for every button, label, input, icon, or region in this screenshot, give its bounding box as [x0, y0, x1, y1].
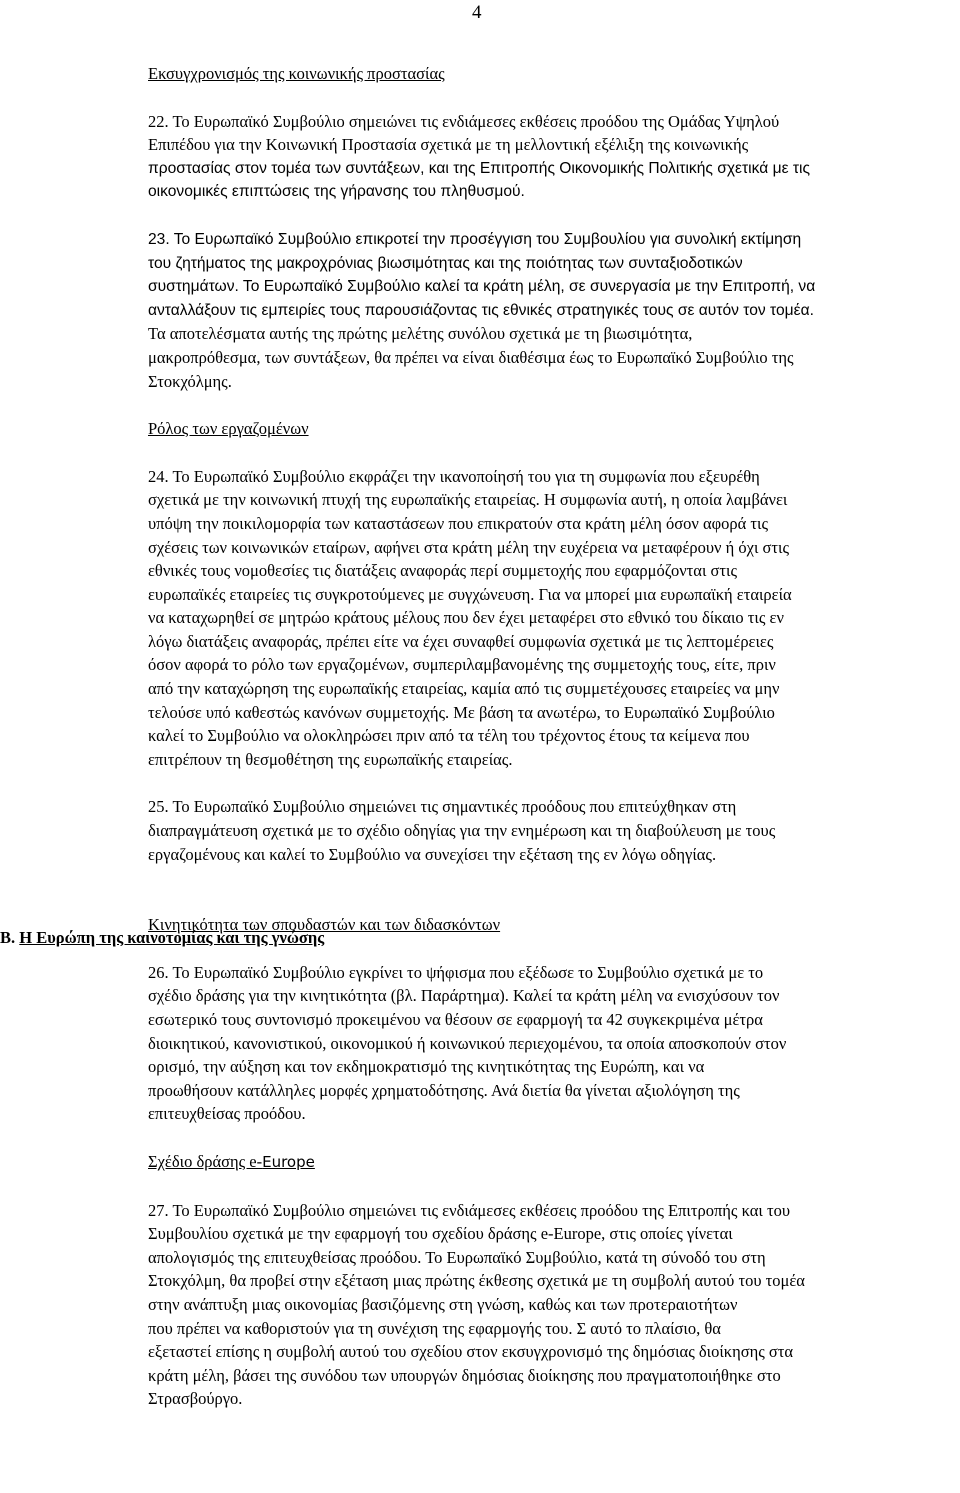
paragraph-line: 22. Το Ευρωπαϊκό Συμβούλιο σημειώνει τις ενδιάμεσες εκθέσεις προόδου της Ομάδας Υψηλού — [148, 111, 780, 131]
paragraph-22 — [148, 110, 948, 204]
paragraph-line: λόγω διατάξεις αναφοράς, πρέπει είτε να έχει συναφθεί συμφωνία σχετικά με τις λεπτομέρειες — [148, 631, 774, 651]
section-b-title: Η Ευρώπη της καινοτομίας και της γνώσης — [19, 928, 325, 947]
paragraph-line: υπόψη την ποικιλομορφία των καταστάσεων που επικρατούν στα κράτη μέλη όσον αφορά τις — [148, 513, 769, 533]
paragraph-line: διοικητικού, κανονιστικού, οικονομικού ή κοινωνικού περιεχομένου, τα οποία αποσκοπούν στον — [148, 1033, 787, 1053]
paragraph-line: προωθήσουν κατάλληλες μορφές χρηματοδότησης. Ανά διετία θα γίνεται αξιολόγηση της — [148, 1080, 740, 1100]
heading-eeurope-prefix: Σχέδιο δράσης e- — [148, 1151, 263, 1171]
paragraph-24 — [148, 465, 948, 772]
paragraph-line: σχέσεις των κοινωνικών εταίρων, αφήνει στα κράτη μέλη την ευχέρεια να μεταφέρουν ή όχι στις — [148, 537, 790, 557]
paragraph-line: διαπραγμάτευση σχετικά με το σχέδιο οδηγίας για την ενημέρωση και τη διαβούλευση με τους — [148, 821, 776, 841]
paragraph-27 — [148, 1199, 948, 1411]
paragraph-23 — [148, 228, 948, 393]
document-body — [148, 62, 948, 1411]
paragraph-line: εργαζομένους και καλεί το Συμβούλιο να συνεχίσει την εξέταση της εν λόγω οδηγίας. — [148, 844, 717, 864]
paragraph-line: εσωτερικό τους συντονισμό προκειμένου να θέσουν σε εφαρμογή τα 42 συγκεκριμένα μέτρα — [148, 1010, 763, 1029]
paragraph-line: Στοκχόλμη, θα προβεί στην εξέταση μιας πρώτης έκθεσης σχετικά με τη συμβολή αυτού του τομέα — [148, 1271, 805, 1291]
paragraph-line: στην ανάπτυξη μιας οικονομίας βασιζόμενης στη γνώση, καθώς και των προτεραιοτήτων — [148, 1294, 738, 1314]
paragraph-line: όσον αφορά το ρόλο των εργαζομένων, συμπεριλαμβανομένης της συμμετοχής τους, είτε, πριν — [148, 655, 776, 675]
paragraph-line: κράτη μέλη, βάσει της συνόδου των υπουργών δημόσιας διοίκησης που πραγματοποιήθηκε στο — [148, 1365, 781, 1385]
paragraph-26 — [148, 961, 948, 1126]
paragraph-line: Τα αποτελέσματα αυτής της πρώτης μελέτης συνόλου σχετικά με τη βιωσιμότητα, — [148, 324, 693, 344]
paragraph-line: από την καταχώρηση της ευρωπαϊκής εταιρείας, καμία από τις συμμετέχουσες εταιρείες να μην — [148, 679, 780, 699]
paragraph-line: ορισμό, την αύξηση και τον εκδημοκρατισμό της κινητικότητας της Ευρώπη, και να — [148, 1057, 705, 1077]
paragraph-line: οικονομικές επιπτώσεις της γήρανσης του πληθυσμού. — [148, 183, 525, 201]
paragraph-line: 23. Το Ευρωπαϊκό Συμβούλιο επικροτεί την προσέγγιση του Συμβουλίου για συνολική εκτίμηση — [148, 230, 802, 248]
paragraph-line: καλεί το Συμβούλιο να ολοκληρώσει πριν από τα τέλη του τρέχοντος έτους τα κείμενα που — [148, 726, 750, 746]
paragraph-line: 27. Το Ευρωπαϊκό Συμβούλιο σημειώνει τις ενδιάμεσες εκθέσεις προόδου της Επιτροπής και του — [148, 1200, 790, 1220]
paragraph-line: Στοκχόλμης. — [148, 371, 232, 391]
paragraph-line: σχέδιο δράσης για την κινητικότητα (βλ. Παράρτημα). Καλεί τα κράτη μέλη να ενισχύσουν τον — [148, 986, 780, 1006]
heading-mobility: Κινητικότητα των σπουδαστών και των διδασκόντων — [148, 915, 501, 935]
paragraph-line: 24. Το Ευρωπαϊκό Συμβούλιο εκφράζει την ικανοποίησή του για τη συμφωνία που εξευρέθη — [148, 466, 760, 486]
heading-eeurope-suffix: Europe — [262, 1152, 315, 1171]
paragraph-line: απολογισμός της επιτευχθείσας προόδου. Το Ευρωπαϊκό Συμβούλιο, κατά τη σύνοδό του στη — [148, 1247, 766, 1267]
paragraph-line: σχετικά με την κοινωνική πτυχή της ευρωπαϊκής εταιρείας. Η συμφωνία αυτή, η οποία λαμβάνει — [148, 490, 788, 510]
paragraph-line: του ζητήματος της μακροχρόνιας βιωσιμότητας και της ποιότητας των συνταξιοδοτικών — [148, 254, 743, 272]
paragraph-line: τελούσε υπό καθεστώς κανόνων συμμετοχής. Με βάση τα ανωτέρω, το Ευρωπαϊκό Συμβούλιο — [148, 702, 775, 722]
paragraph-line: ανταλλάξουν τις εμπειρίες τους παρουσιάζοντας τις εθνικές στρατηγικές τους σε αυτόν τον τομέα. — [148, 301, 814, 319]
paragraph-line: προστασίας στον τομέα των συντάξεων, και της Επιτροπής Οικονομικής Πολιτικής σχετικά με τις — [148, 159, 810, 177]
section-b-spacer — [148, 866, 948, 913]
paragraph-line: Συμβουλίου σχετικά με την εφαρμογή του σχεδίου δράσης e-Europe, στις οποίες γίνεται — [148, 1224, 733, 1244]
paragraph-line: 26. Το Ευρωπαϊκό Συμβούλιο εγκρίνει το ψήφισμα που εξέδωσε το Συμβούλιο σχετικά με το — [148, 962, 764, 982]
paragraph-line: επιτρέπουν τη θεσμοθέτηση της ευρωπαϊκής εταιρείας. — [148, 749, 513, 769]
heading-eeurope — [148, 1150, 948, 1175]
paragraph-line: μακροπρόθεσμα, των συντάξεων, θα πρέπει να είναι διαθέσιμα έως το Ευρωπαϊκό Συμβούλιο της — [148, 347, 794, 367]
paragraph-line: ευρωπαϊκές εταιρείες τις συγκροτούμενες με συγχώνευση. Για να μπορεί μια ευρωπαϊκή εταιρεία — [148, 584, 792, 604]
paragraph-line: επιτευχθείσας προόδου. — [148, 1104, 306, 1124]
paragraph-line: εθνικές τους νομοθεσίες τις διατάξεις αναφοράς περί συμμετοχής που εφαρμόζονται στις — [148, 561, 738, 581]
heading-workers-role: Ρόλος των εργαζομένων — [148, 419, 309, 439]
paragraph-line: 25. Το Ευρωπαϊκό Συμβούλιο σημειώνει τις σημαντικές προόδους που επιτεύχθηκαν στη — [148, 797, 737, 817]
paragraph-line: Επιπέδου για την Κοινωνική Προστασία σχετικά με τη μελλοντική εξέλιξη της κοινωνικής — [148, 135, 749, 155]
paragraph-line: που πρέπει να καθοριστούν για τη συνέχιση της εφαρμογής του. Σ αυτό το πλαίσιο, θα — [148, 1318, 721, 1338]
paragraph-line: συστημάτων. Το Ευρωπαϊκό Συμβούλιο καλεί τα κράτη μέλη, σε συνεργασία με την Επιτροπή, να — [148, 278, 816, 296]
page-number: 4 — [472, 2, 482, 23]
paragraph-line: να καταχωρηθεί σε μητρώο κράτους μέλους που δεν έχει μεταφέρει στο εθνικό του δίκαιο τις εν — [148, 608, 784, 628]
section-b-letter: B. — [0, 928, 16, 947]
paragraph-25 — [148, 795, 948, 866]
paragraph-line: Στρασβούργο. — [148, 1389, 243, 1409]
paragraph-line: εξεταστεί επίσης η συμβολή αυτού του σχεδίου στον εκσυγχρονισμό της δημόσιας διοίκησης στα — [148, 1342, 794, 1362]
heading-social-protection: Εκσυγχρονισμός της κοινωνικής προστασίας — [148, 64, 445, 83]
